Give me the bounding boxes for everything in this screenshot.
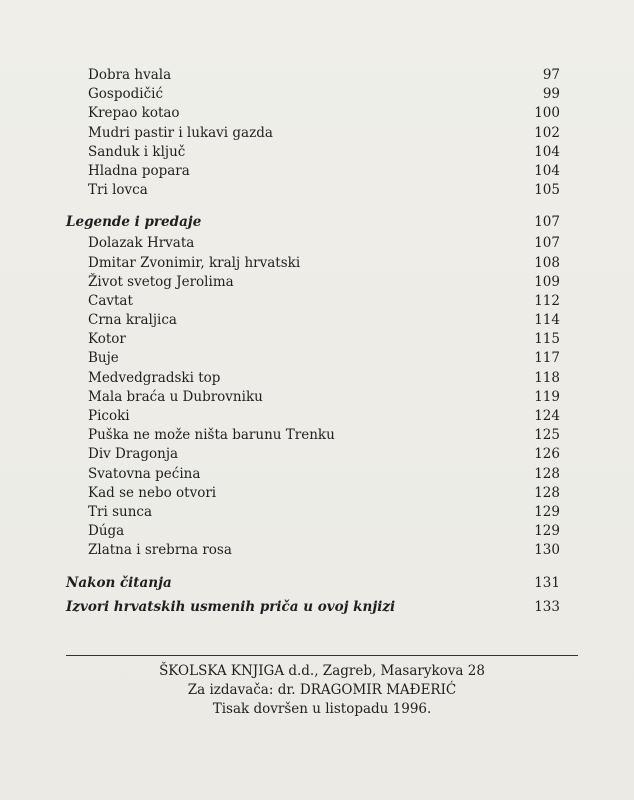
toc-entry-div-dragonja [66, 445, 560, 464]
toc-entry-title: Crna kraljica [88, 312, 177, 329]
toc-entry-page: 130 [534, 542, 560, 559]
toc-entry-page: 112 [534, 292, 560, 309]
toc-entry-title: Dúga [88, 523, 125, 540]
toc-entry-kotor [66, 330, 560, 349]
toc-entry-title: Mala braća u Dubrovniku [88, 388, 263, 405]
toc-entry-title: Cavtat [88, 292, 133, 309]
toc-entry-page: 125 [534, 427, 560, 444]
toc-entry-page: 108 [534, 254, 560, 271]
toc-entry-title: Dmitar Zvonimir, kralj hrvatski [88, 254, 301, 271]
toc-section-title: Nakon čitanja [66, 574, 172, 591]
toc-entry-page: 118 [534, 369, 560, 386]
toc-entry-page: 129 [534, 503, 560, 520]
toc-section-nakon-citanja [66, 571, 560, 595]
imprint [66, 662, 578, 719]
imprint-print-date: Tisak dovršen u listopadu 1996. [212, 701, 432, 717]
toc-entry-tri-lovca [66, 181, 560, 200]
toc-entry-title: Život svetog Jerolima [88, 273, 234, 290]
toc-entry-title: Gospodičić [88, 86, 164, 103]
toc-entry-picoki [66, 407, 560, 426]
toc-entry-page: 100 [534, 105, 560, 122]
imprint-divider [66, 655, 578, 656]
toc-entry-page: 114 [534, 312, 560, 329]
toc-entry-title: Hladna popara [88, 162, 190, 179]
toc-entry-svatovna-pecina [66, 465, 560, 484]
toc-entry-title: Kotor [88, 331, 126, 348]
toc-entry-title: Tri lovca [88, 182, 148, 199]
toc-entry-title: Sanduk i ključ [88, 143, 186, 160]
toc-section-title: Legende i predaje [66, 214, 202, 231]
toc-entry-mala-braca [66, 388, 560, 407]
toc-entry-cavtat [66, 292, 560, 311]
toc-entry-mudri-pastir [66, 124, 560, 143]
toc-entry-buje [66, 349, 560, 368]
toc-entry-page: 128 [534, 465, 560, 482]
toc-entry-page: 124 [534, 408, 560, 424]
toc-entry-kad-se-nebo-otvori [66, 484, 560, 503]
toc-entry-page: 129 [534, 523, 560, 540]
toc-entry-title: Kad se nebo otvori [88, 484, 217, 501]
toc-entry-page: 104 [534, 162, 560, 179]
toc-section-legende [66, 210, 560, 234]
toc-entry-title: Div Dragonja [88, 446, 179, 463]
toc-entry-dolazak-hrvata [66, 234, 560, 253]
toc-entry-krepao-kotao [66, 104, 560, 123]
toc-entry-hladna-popara [66, 162, 560, 181]
toc-entry-zlatna-i-srebrna-rosa [66, 541, 560, 560]
toc-entry-dmitar-zvonimir [66, 254, 560, 273]
toc-entry-title: Tri sunca [88, 503, 152, 520]
toc-entry-title: Zlatna i srebrna rosa [88, 542, 232, 559]
toc-entry-page: 119 [534, 388, 560, 405]
toc-entry-crna-kraljica [66, 311, 560, 330]
imprint-editor: Za izdavača: dr. DRAGOMIR MAĐERIĆ [187, 682, 457, 698]
toc-entry-page: 115 [534, 331, 560, 348]
toc-entry-page: 105 [534, 182, 560, 199]
toc-entry-page: 102 [534, 124, 560, 141]
toc-entry-page: 126 [534, 446, 560, 463]
toc-entry-page: 97 [542, 67, 560, 83]
toc-entry-title: Svatovna pećina [88, 465, 201, 482]
toc-entry-dobra-hvala [66, 66, 560, 85]
toc-entry-page: 109 [534, 273, 560, 290]
toc-section-page: 131 [534, 574, 560, 591]
toc-entry-title: Dolazak Hrvata [88, 235, 195, 252]
toc-entry-page: 117 [534, 350, 560, 367]
toc-entry-title: Medvedgradski top [88, 369, 221, 386]
toc-section-title: Izvori hrvatskih usmenih priča u ovoj knjizi [66, 598, 396, 615]
toc-section-page: 133 [534, 598, 560, 615]
toc-entry-sanduk-i-kljuc [66, 143, 560, 162]
toc-entry-medvedgradski-top [66, 369, 560, 388]
toc-entry-title: Krepao kotao [88, 105, 180, 122]
toc-entry-duga [66, 522, 560, 541]
toc-entry-page: 104 [534, 143, 560, 160]
table-of-contents [66, 66, 560, 619]
toc-entry-tri-sunca [66, 503, 560, 522]
imprint-publisher: ŠKOLSKA KNJIGA d.d., Zagreb, Masarykova 28 [159, 663, 485, 679]
toc-section-izvori [66, 595, 560, 619]
toc-entry-zivot-svetog-jerolima [66, 273, 560, 292]
toc-entry-page: 128 [534, 484, 560, 501]
toc-entry-title: Mudri pastir i lukavi gazda [88, 124, 273, 141]
toc-entry-page: 99 [542, 86, 560, 103]
toc-entry-gospodicic [66, 85, 560, 104]
toc-entry-title: Picoki [88, 408, 130, 424]
toc-section-page: 107 [534, 214, 560, 231]
toc-entry-title: Puška ne može ništa barunu Trenku [88, 427, 335, 444]
toc-entry-puska [66, 426, 560, 445]
toc-entry-title: Dobra hvala [88, 67, 172, 83]
toc-entry-page: 107 [534, 235, 560, 252]
toc-entry-title: Buje [88, 350, 119, 367]
